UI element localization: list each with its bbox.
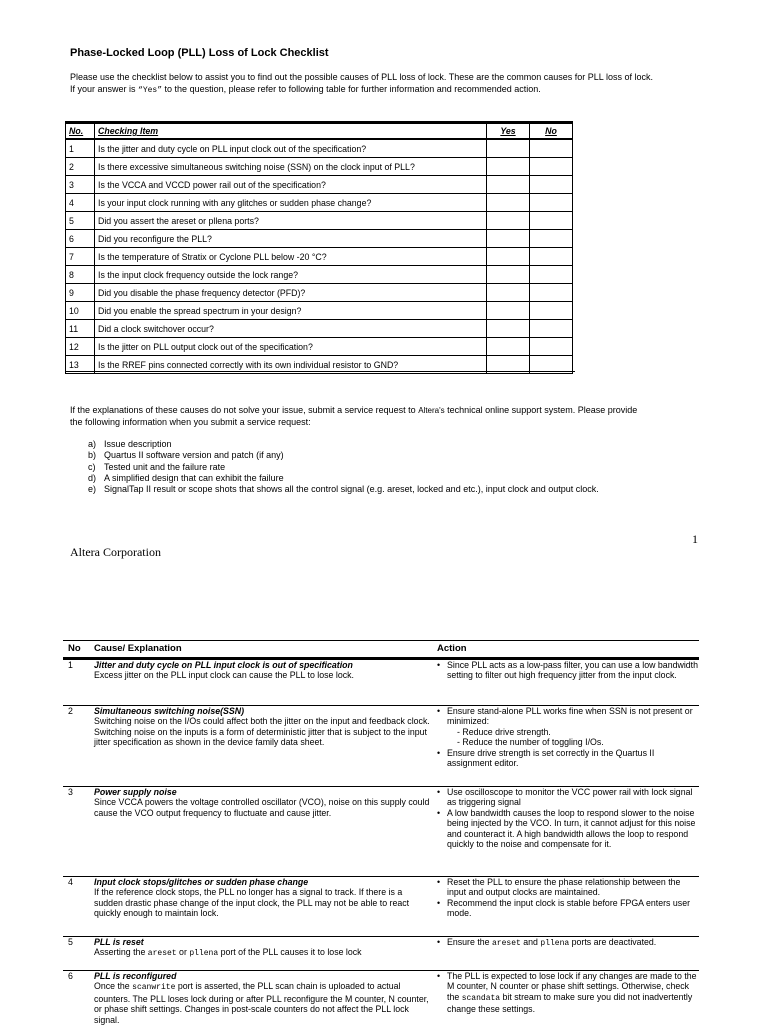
action-bullet: • A low bandwidth causes the loop to respond slower to the noise being injected by the VCO. In turn, it cannot adjust for this noise and counteract it. A high bandwidth allows the loop to respond quickly to the noise and compensate for it.: [437, 807, 696, 850]
checking-item: Did you reconfigure the PLL?: [95, 230, 487, 248]
action-bullet: • Ensure stand-alone PLL works fine when SSN is not present or minimized:: [437, 706, 693, 727]
info-list: [88, 439, 599, 495]
list-marker: e): [88, 484, 97, 495]
support-line-1: If the explanations of these causes do not solve your issue, submit a service request to Altera's technical online support system. Please provide: [70, 405, 638, 415]
cause-table: [63, 640, 699, 1029]
cause-cell: [93, 971, 431, 1029]
yes-cell[interactable]: [487, 248, 530, 266]
cause-no: 1: [68, 660, 73, 670]
checklist-row: [66, 248, 573, 266]
action-bullet: • Recommend the input clock is stable before FPGA enters user mode.: [437, 897, 691, 919]
cause-row: [63, 877, 699, 937]
checking-item: Is your input clock running with any glitches or sudden phase change?: [95, 194, 487, 212]
list-item: [88, 484, 599, 495]
yes-cell[interactable]: [487, 158, 530, 176]
checklist-row: [66, 320, 573, 338]
page-number: 1: [692, 532, 698, 546]
checklist-row: [66, 158, 573, 176]
intro-line-2: If your answer is “Yes” to the question, please refer to following table for further information and recommended action.: [70, 83, 541, 95]
cause-body: Switching noise on the I/Os could affect both the jitter on the input and feedback clock. Switching noise on the inputs is a form of deterministic jitter that is subject to the input jitter specification as shown in the device family data sheet.: [94, 716, 430, 748]
list-marker: d): [88, 472, 97, 483]
action-cell: [431, 937, 699, 970]
support-line-2: the following information when you submit a service request:: [70, 416, 311, 427]
checking-item: Did you assert the areset or pllena ports?: [95, 212, 487, 230]
list-text: Tested unit and the failure rate: [104, 461, 226, 472]
header-no: No.: [66, 123, 95, 140]
cause-no: 3: [68, 787, 73, 797]
row-number: 2: [66, 158, 95, 176]
cause-title: Simultaneous switching noise(SSN): [94, 706, 245, 716]
no-cell[interactable]: [530, 338, 573, 356]
row-number: 1: [66, 139, 95, 158]
no-cell[interactable]: [530, 212, 573, 230]
list-marker: b): [88, 450, 97, 461]
cause-title: Input clock stops/glitches or sudden phase change: [94, 877, 309, 887]
action-bullet: • The PLL is expected to lose lock if any changes are made to the M counter, N counter or phase shift settings. Otherwise, check the scandata bit stream to make sure you did not inadvertently change these settings.: [437, 971, 697, 1015]
checklist-header-row: [66, 123, 573, 140]
row-number: 13: [66, 356, 95, 374]
cause-no: 5: [68, 937, 73, 947]
no-cell[interactable]: [530, 230, 573, 248]
company-footer: Altera Corporation: [70, 545, 161, 559]
action-bullet: • Reset the PLL to ensure the phase relationship between the input and output clocks are maintained.: [437, 877, 681, 898]
yes-cell[interactable]: [487, 284, 530, 302]
no-cell[interactable]: [530, 248, 573, 266]
action-cell: [431, 877, 699, 936]
row-number: 12: [66, 338, 95, 356]
action-bullet: • Since PLL acts as a low-pass filter, you can use a low bandwidth setting to filter out high frequency jitter from the input clock.: [437, 660, 699, 681]
no-cell[interactable]: [530, 266, 573, 284]
row-number: 6: [66, 230, 95, 248]
row-number: 11: [66, 320, 95, 338]
yes-cell[interactable]: [487, 139, 530, 158]
checking-item: Is the jitter on PLL output clock out of the specification?: [95, 338, 487, 356]
checking-item: Is there excessive simultaneous switching noise (SSN) on the clock input of PLL?: [95, 158, 487, 176]
checklist-row: [66, 284, 573, 302]
checklist-row: [66, 230, 573, 248]
checking-item: Did you enable the spread spectrum in your design?: [95, 302, 487, 320]
no-cell[interactable]: [530, 284, 573, 302]
no-cell[interactable]: [530, 194, 573, 212]
checklist-row: [66, 139, 573, 158]
header-checking-item: Checking Item: [95, 123, 487, 140]
intro-paragraph: [70, 72, 710, 96]
cause-body: If the reference clock stops, the PLL no longer has a signal to track. If there is a sudden drastic phase change of the input clock, the PLL may not be able to react quickly enough to maintain lock.: [94, 887, 410, 919]
checklist-row: [66, 176, 573, 194]
cause-header-action: Action: [437, 642, 467, 654]
cause-title: PLL is reconfigured: [94, 971, 177, 981]
checking-item: Is the input clock frequency outside the lock range?: [95, 266, 487, 284]
cause-row: [63, 971, 699, 1029]
table-bottom-rule: [65, 371, 575, 372]
cause-row: [63, 937, 699, 971]
checking-item: Did you disable the phase frequency detector (PFD)?: [95, 284, 487, 302]
cause-body: Asserting the areset or pllena port of the PLL causes it to lose lock: [94, 947, 362, 959]
cause-body: Once the scanwrite port is asserted, the PLL scan chain is uploaded to actual counters. The PLL loses lock during or after PLL reconfigure the M counter, N counter, or phase shift settings. Changes in post-scale counters do not affect the PLL lock signal.: [94, 981, 429, 1025]
cause-table-header: [63, 640, 699, 660]
yes-cell[interactable]: [487, 266, 530, 284]
list-text: Quartus II software version and patch (if any): [104, 450, 284, 461]
list-text: A simplified design that can exhibit the failure: [104, 472, 284, 483]
action-cell: [431, 971, 699, 1029]
checklist-row: [66, 212, 573, 230]
cause-row: [63, 660, 699, 706]
checking-item: Is the VCCA and VCCD power rail out of the specification?: [95, 176, 487, 194]
checking-item: Is the temperature of Stratix or Cyclone PLL below -20 °C?: [95, 248, 487, 266]
no-cell[interactable]: [530, 139, 573, 158]
list-marker: a): [88, 439, 97, 449]
list-item: [88, 450, 599, 461]
list-item: [88, 439, 599, 450]
list-marker: c): [88, 461, 96, 472]
document-title: Phase-Locked Loop (PLL) Loss of Lock Checklist: [70, 47, 329, 59]
action-cell: [431, 706, 699, 786]
checking-item: Did a clock switchover occur?: [95, 320, 487, 338]
yes-cell[interactable]: [487, 212, 530, 230]
action-sub-item: - Reduce the number of toggling I/Os.: [457, 737, 604, 748]
row-number: 3: [66, 176, 95, 194]
yes-cell[interactable]: [487, 338, 530, 356]
checklist-row: [66, 194, 573, 212]
list-item: [88, 473, 599, 484]
yes-cell[interactable]: [487, 176, 530, 194]
yes-cell[interactable]: [487, 230, 530, 248]
row-number: 10: [66, 302, 95, 320]
list-text: SignalTap II result or scope shots that shows all the control signal (e.g. areset, locked and etc.), input clock and output clock.: [104, 484, 599, 495]
header-yes: Yes: [487, 123, 530, 140]
intro-line-1: Please use the checklist below to assist you to find out the possible causes of PLL loss of lock. These are the common causes for PLL loss of lock.: [70, 72, 653, 82]
cause-header-no: No: [68, 642, 81, 654]
cause-cell: [93, 706, 431, 786]
checklist-row: [66, 302, 573, 320]
checklist-table: [65, 121, 573, 374]
row-number: 8: [66, 266, 95, 284]
no-cell[interactable]: [530, 158, 573, 176]
checklist-row: [66, 266, 573, 284]
cause-title: Jitter and duty cycle on PLL input clock is out of specification: [94, 660, 353, 670]
cause-body: Since VCCA powers the voltage controlled oscillator (VCO), noise on this supply could cause the VCO output frequency to fluctuate and cause jitter.: [94, 797, 430, 818]
row-number: 9: [66, 284, 95, 302]
list-item: [88, 462, 599, 473]
action-bullet: • Ensure drive strength is set correctly in the Quartus II assignment editor.: [437, 747, 655, 769]
action-bullet: • Use oscilloscope to monitor the VCC power rail with lock signal as triggering signal: [437, 787, 693, 808]
cause-row: [63, 787, 699, 877]
cause-cell: [93, 660, 431, 705]
no-cell[interactable]: [530, 320, 573, 338]
yes-cell[interactable]: [487, 320, 530, 338]
cause-title: PLL is reset: [94, 937, 144, 947]
cause-no: 2: [68, 706, 73, 716]
checking-item: Is the jitter and duty cycle on PLL input clock out of the specification?: [95, 139, 487, 158]
row-number: 5: [66, 212, 95, 230]
row-number: 7: [66, 248, 95, 266]
cause-no: 4: [68, 877, 73, 887]
action-cell: [431, 660, 699, 705]
cause-title: Power supply noise: [94, 787, 177, 797]
row-number: 4: [66, 194, 95, 212]
cause-cell: [93, 937, 431, 970]
action-bullet: • Ensure the areset and pllena ports are deactivated.: [437, 937, 657, 948]
support-paragraph: [70, 405, 710, 428]
cause-body: Excess jitter on the PLL input clock can cause the PLL to lose lock.: [94, 670, 354, 681]
checking-item: Is the RREF pins connected correctly with its own individual resistor to GND?: [95, 356, 487, 374]
yes-cell[interactable]: [487, 302, 530, 320]
cause-header-cause: Cause/ Explanation: [94, 642, 182, 654]
action-cell: [431, 787, 699, 876]
cause-cell: [93, 787, 431, 876]
list-text: Issue description: [104, 439, 172, 449]
action-sub-item: - Reduce drive strength.: [457, 726, 551, 737]
cause-no: 6: [68, 971, 73, 981]
yes-cell[interactable]: [487, 194, 530, 212]
no-cell[interactable]: [530, 176, 573, 194]
no-cell[interactable]: [530, 302, 573, 320]
header-no-answer: No: [530, 123, 573, 140]
cause-cell: [93, 877, 431, 936]
cause-row: [63, 706, 699, 787]
checklist-row: [66, 338, 573, 356]
